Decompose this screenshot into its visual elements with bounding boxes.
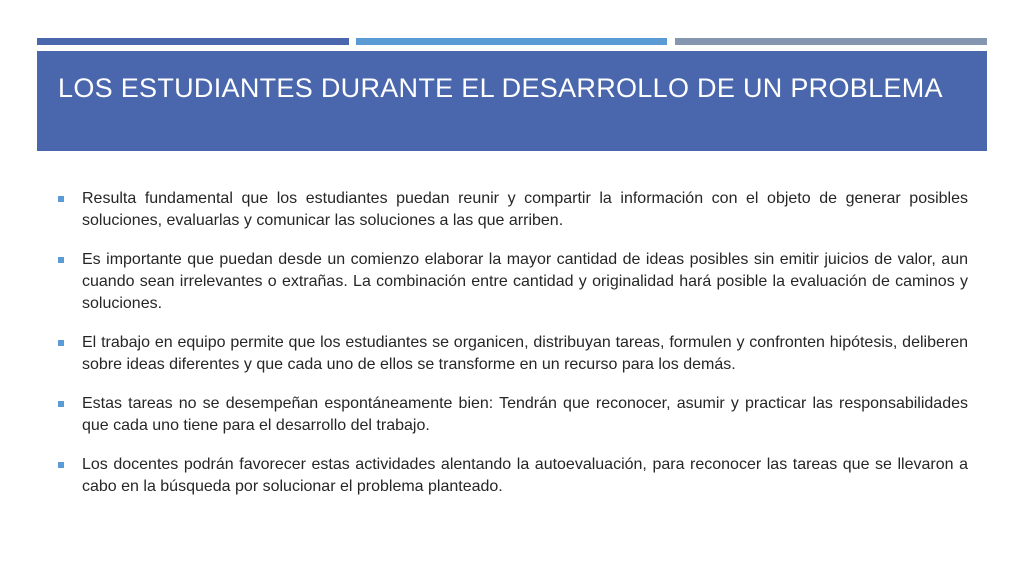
square-bullet-icon [58,401,64,407]
bullet-item [57,332,968,376]
accent-bar-right [675,38,987,45]
accent-bar-middle [356,38,667,45]
bullet-text: Es importante que puedan desde un comienzo elaborar la mayor cantidad de ideas posibles sin emitir juicios de valor, aun cuando sean irrelevantes o extrañas. La combinación entre cantidad y originalidad hará posible la evaluación de caminos y soluciones. [82,251,968,312]
bullet-item [57,188,968,232]
square-bullet-icon [58,196,64,202]
bullet-text: Los docentes podrán favorecer estas actividades alentando la autoevaluación, para reconocer las tareas que se llevaron a cabo en la búsqueda por solucionar el problema planteado. [82,456,968,495]
bullet-item [57,454,968,498]
title-band [37,51,987,151]
slide-title: LOS ESTUDIANTES DURANTE EL DESARROLLO DE UN PROBLEMA [58,73,943,103]
square-bullet-icon [58,462,64,468]
bullet-list [57,188,968,515]
square-bullet-icon [58,340,64,346]
bullet-item [57,249,968,315]
bullet-text: Estas tareas no se desempeñan espontáneamente bien: Tendrán que reconocer, asumir y practicar las responsabilidades que cada uno tiene para el desarrollo del trabajo. [82,395,968,434]
bullet-text: Resulta fundamental que los estudiantes puedan reunir y compartir la información con el objeto de generar posibles soluciones, evaluarlas y comunicar las soluciones a las que arriben. [82,190,968,229]
accent-bar-left [37,38,349,45]
bullet-item [57,393,968,437]
square-bullet-icon [58,257,64,263]
bullet-text: El trabajo en equipo permite que los estudiantes se organicen, distribuyan tareas, formulen y confronten hipótesis, deliberen sobre ideas diferentes y que cada uno de ellos se transforme en un recurso para los demás. [82,334,968,373]
